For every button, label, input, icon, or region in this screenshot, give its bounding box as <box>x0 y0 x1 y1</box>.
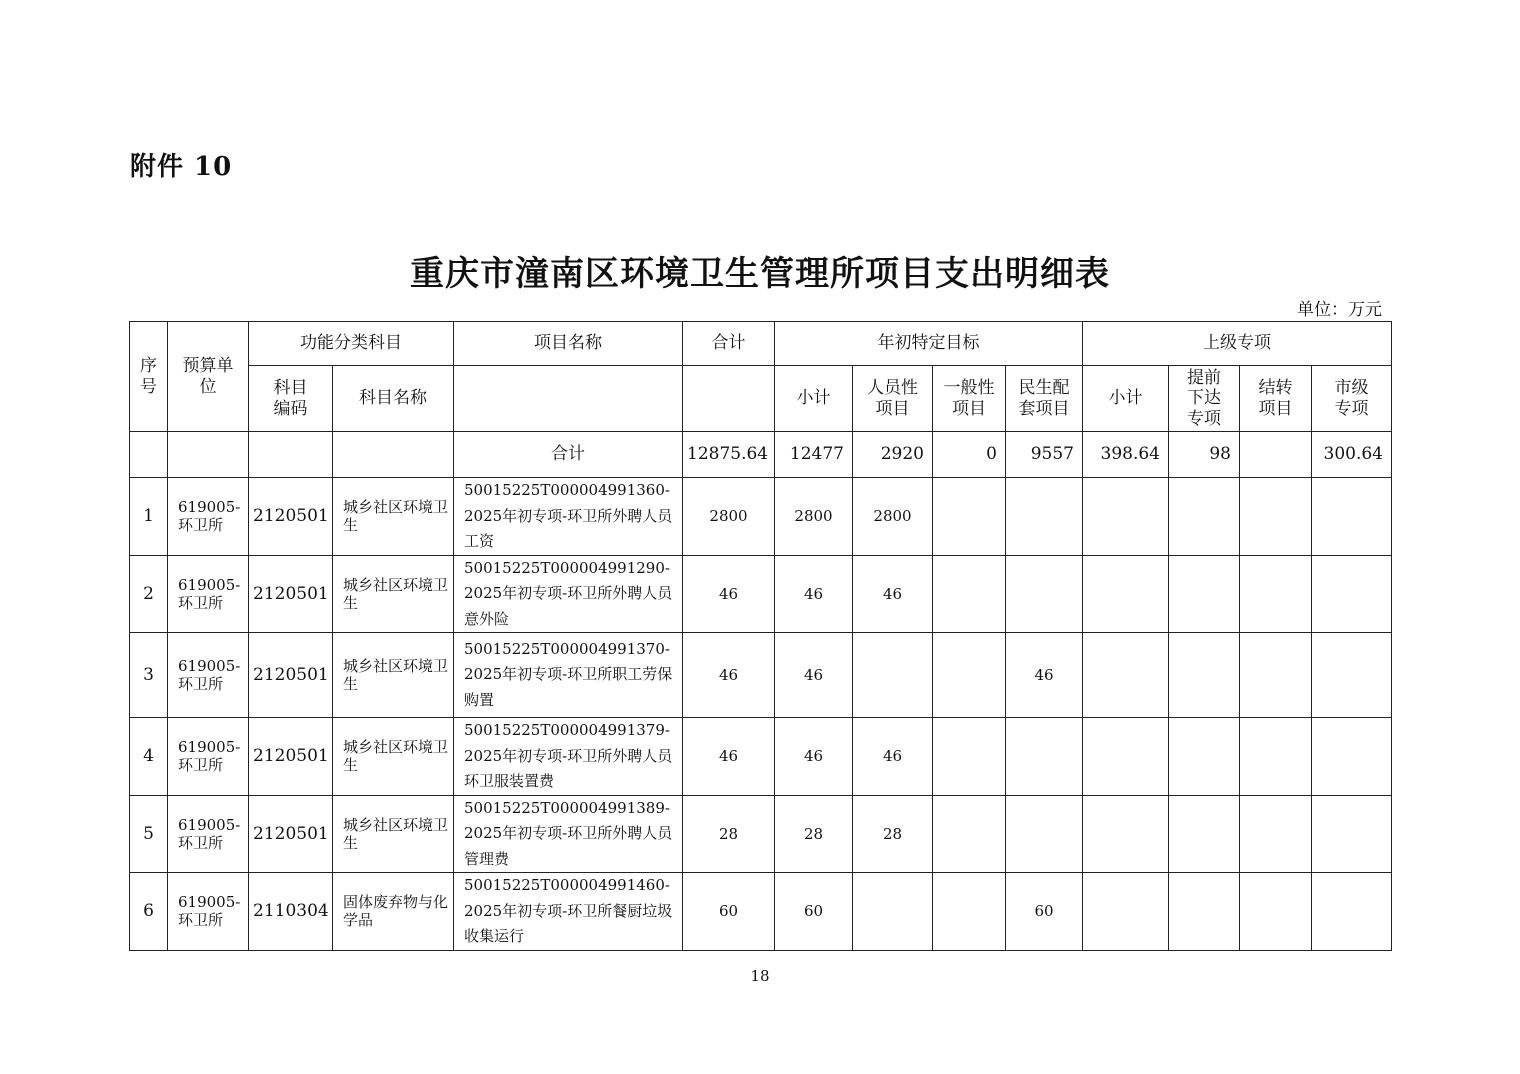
table-row <box>130 555 1392 633</box>
cell-project: 50015225T000004991290-2025年初专项-环卫所外聘人员意外险 <box>454 555 683 633</box>
total-row-advance: 98 <box>1169 432 1240 478</box>
total-row-total: 12875.64 <box>683 432 775 478</box>
cell-carryover <box>1240 555 1312 633</box>
page-number: 18 <box>750 967 770 985</box>
cell-unit: 619005-环卫所 <box>168 478 249 556</box>
cell-subtotal: 46 <box>775 633 853 718</box>
cell-subtotal: 46 <box>775 718 853 796</box>
cell-code: 2120501 <box>249 718 333 796</box>
total-row-municipal: 300.64 <box>1312 432 1392 478</box>
cell-unit: 619005-环卫所 <box>168 555 249 633</box>
header-sup-subtotal: 小计 <box>1083 366 1169 432</box>
cell-personnel <box>853 873 933 951</box>
total-row-subtotal: 12477 <box>775 432 853 478</box>
cell-code: 2120501 <box>249 795 333 873</box>
cell-sup-subtotal <box>1083 633 1169 718</box>
header-budget-unit: 预算单位 <box>168 322 249 432</box>
cell-total: 46 <box>683 633 775 718</box>
cell-carryover <box>1240 478 1312 556</box>
cell-project: 50015225T000004991360-2025年初专项-环卫所外聘人员工资 <box>454 478 683 556</box>
header-superior: 上级专项 <box>1083 322 1392 366</box>
cell-sup-subtotal <box>1083 718 1169 796</box>
total-row-carryover <box>1240 432 1312 478</box>
cell-subject: 固体废弃物与化学品 <box>333 873 454 951</box>
header-carryover: 结转项目 <box>1240 366 1312 432</box>
total-row-label: 合计 <box>454 432 683 478</box>
cell-municipal <box>1312 555 1392 633</box>
cell-subtotal: 28 <box>775 795 853 873</box>
annex-label: 附件 10 <box>130 152 233 182</box>
cell-project: 50015225T000004991460-2025年初专项-环卫所餐厨垃圾收集运行 <box>454 873 683 951</box>
header-row-2 <box>130 366 1392 432</box>
total-row-livelihood: 9557 <box>1006 432 1083 478</box>
cell-general <box>933 873 1006 951</box>
header-personnel: 人员性项目 <box>853 366 933 432</box>
cell-total: 46 <box>683 555 775 633</box>
cell-sup-subtotal <box>1083 795 1169 873</box>
cell-general <box>933 718 1006 796</box>
header-total-empty <box>683 366 775 432</box>
cell-code: 2120501 <box>249 478 333 556</box>
cell-subtotal: 2800 <box>775 478 853 556</box>
cell-carryover <box>1240 718 1312 796</box>
cell-subtotal: 46 <box>775 555 853 633</box>
cell-total: 2800 <box>683 478 775 556</box>
cell-seq: 3 <box>130 633 168 718</box>
header-advance: 提前下达专项 <box>1169 366 1240 432</box>
cell-general <box>933 795 1006 873</box>
cell-total: 28 <box>683 795 775 873</box>
cell-livelihood: 60 <box>1006 873 1083 951</box>
header-row-1 <box>130 322 1392 366</box>
cell-livelihood <box>1006 478 1083 556</box>
cell-project: 50015225T000004991389-2025年初专项-环卫所外聘人员管理费 <box>454 795 683 873</box>
cell-advance <box>1169 873 1240 951</box>
cell-sup-subtotal <box>1083 873 1169 951</box>
table-row <box>130 478 1392 556</box>
total-row-general: 0 <box>933 432 1006 478</box>
cell-livelihood <box>1006 795 1083 873</box>
cell-municipal <box>1312 478 1392 556</box>
cell-livelihood: 46 <box>1006 633 1083 718</box>
cell-subject: 城乡社区环境卫生 <box>333 718 454 796</box>
cell-code: 2110304 <box>249 873 333 951</box>
unit-label: 单位：万元 <box>1297 300 1382 320</box>
cell-unit: 619005-环卫所 <box>168 795 249 873</box>
cell-personnel: 46 <box>853 718 933 796</box>
cell-sup-subtotal <box>1083 478 1169 556</box>
total-row-personnel: 2920 <box>853 432 933 478</box>
page-title: 重庆市潼南区环境卫生管理所项目支出明细表 <box>410 254 1110 294</box>
cell-personnel: 28 <box>853 795 933 873</box>
expenditure-table <box>129 321 1392 951</box>
cell-livelihood <box>1006 555 1083 633</box>
header-subject-code: 科目编码 <box>249 366 333 432</box>
cell-code: 2120501 <box>249 555 333 633</box>
cell-unit: 619005-环卫所 <box>168 633 249 718</box>
cell-advance <box>1169 633 1240 718</box>
cell-advance <box>1169 478 1240 556</box>
cell-total: 60 <box>683 873 775 951</box>
header-seq: 序号 <box>130 322 168 432</box>
cell-advance <box>1169 718 1240 796</box>
cell-personnel <box>853 633 933 718</box>
table-row <box>130 718 1392 796</box>
cell-municipal <box>1312 633 1392 718</box>
cell-livelihood <box>1006 718 1083 796</box>
cell-sup-subtotal <box>1083 555 1169 633</box>
cell-general <box>933 555 1006 633</box>
cell-general <box>933 633 1006 718</box>
cell-subject: 城乡社区环境卫生 <box>333 555 454 633</box>
cell-seq: 5 <box>130 795 168 873</box>
cell-municipal <box>1312 718 1392 796</box>
header-func-class: 功能分类科目 <box>249 322 454 366</box>
cell-advance <box>1169 795 1240 873</box>
cell-seq: 2 <box>130 555 168 633</box>
cell-subtotal: 60 <box>775 873 853 951</box>
cell-carryover <box>1240 873 1312 951</box>
cell-municipal <box>1312 873 1392 951</box>
cell-subject: 城乡社区环境卫生 <box>333 795 454 873</box>
cell-project: 50015225T000004991379-2025年初专项-环卫所外聘人员环卫服装置费 <box>454 718 683 796</box>
cell-code: 2120501 <box>249 633 333 718</box>
cell-subject: 城乡社区环境卫生 <box>333 633 454 718</box>
cell-seq: 6 <box>130 873 168 951</box>
header-annual-targets: 年初特定目标 <box>775 322 1083 366</box>
cell-general <box>933 478 1006 556</box>
header-general: 一般性项目 <box>933 366 1006 432</box>
cell-subject: 城乡社区环境卫生 <box>333 478 454 556</box>
cell-unit: 619005-环卫所 <box>168 873 249 951</box>
cell-personnel: 46 <box>853 555 933 633</box>
cell-total: 46 <box>683 718 775 796</box>
header-municipal: 市级专项 <box>1312 366 1392 432</box>
cell-carryover <box>1240 633 1312 718</box>
cell-advance <box>1169 555 1240 633</box>
header-project-name-empty <box>454 366 683 432</box>
table-row <box>130 633 1392 718</box>
cell-carryover <box>1240 795 1312 873</box>
total-row <box>130 432 1392 478</box>
cell-municipal <box>1312 795 1392 873</box>
total-row-sup-subtotal: 398.64 <box>1083 432 1169 478</box>
header-subtotal: 小计 <box>775 366 853 432</box>
header-livelihood: 民生配套项目 <box>1006 366 1083 432</box>
header-subject-name: 科目名称 <box>333 366 454 432</box>
cell-seq: 1 <box>130 478 168 556</box>
cell-project: 50015225T000004991370-2025年初专项-环卫所职工劳保购置 <box>454 633 683 718</box>
cell-seq: 4 <box>130 718 168 796</box>
table-row <box>130 795 1392 873</box>
cell-personnel: 2800 <box>853 478 933 556</box>
table-row <box>130 873 1392 951</box>
header-project-name: 项目名称 <box>454 322 683 366</box>
header-total: 合计 <box>683 322 775 366</box>
cell-unit: 619005-环卫所 <box>168 718 249 796</box>
